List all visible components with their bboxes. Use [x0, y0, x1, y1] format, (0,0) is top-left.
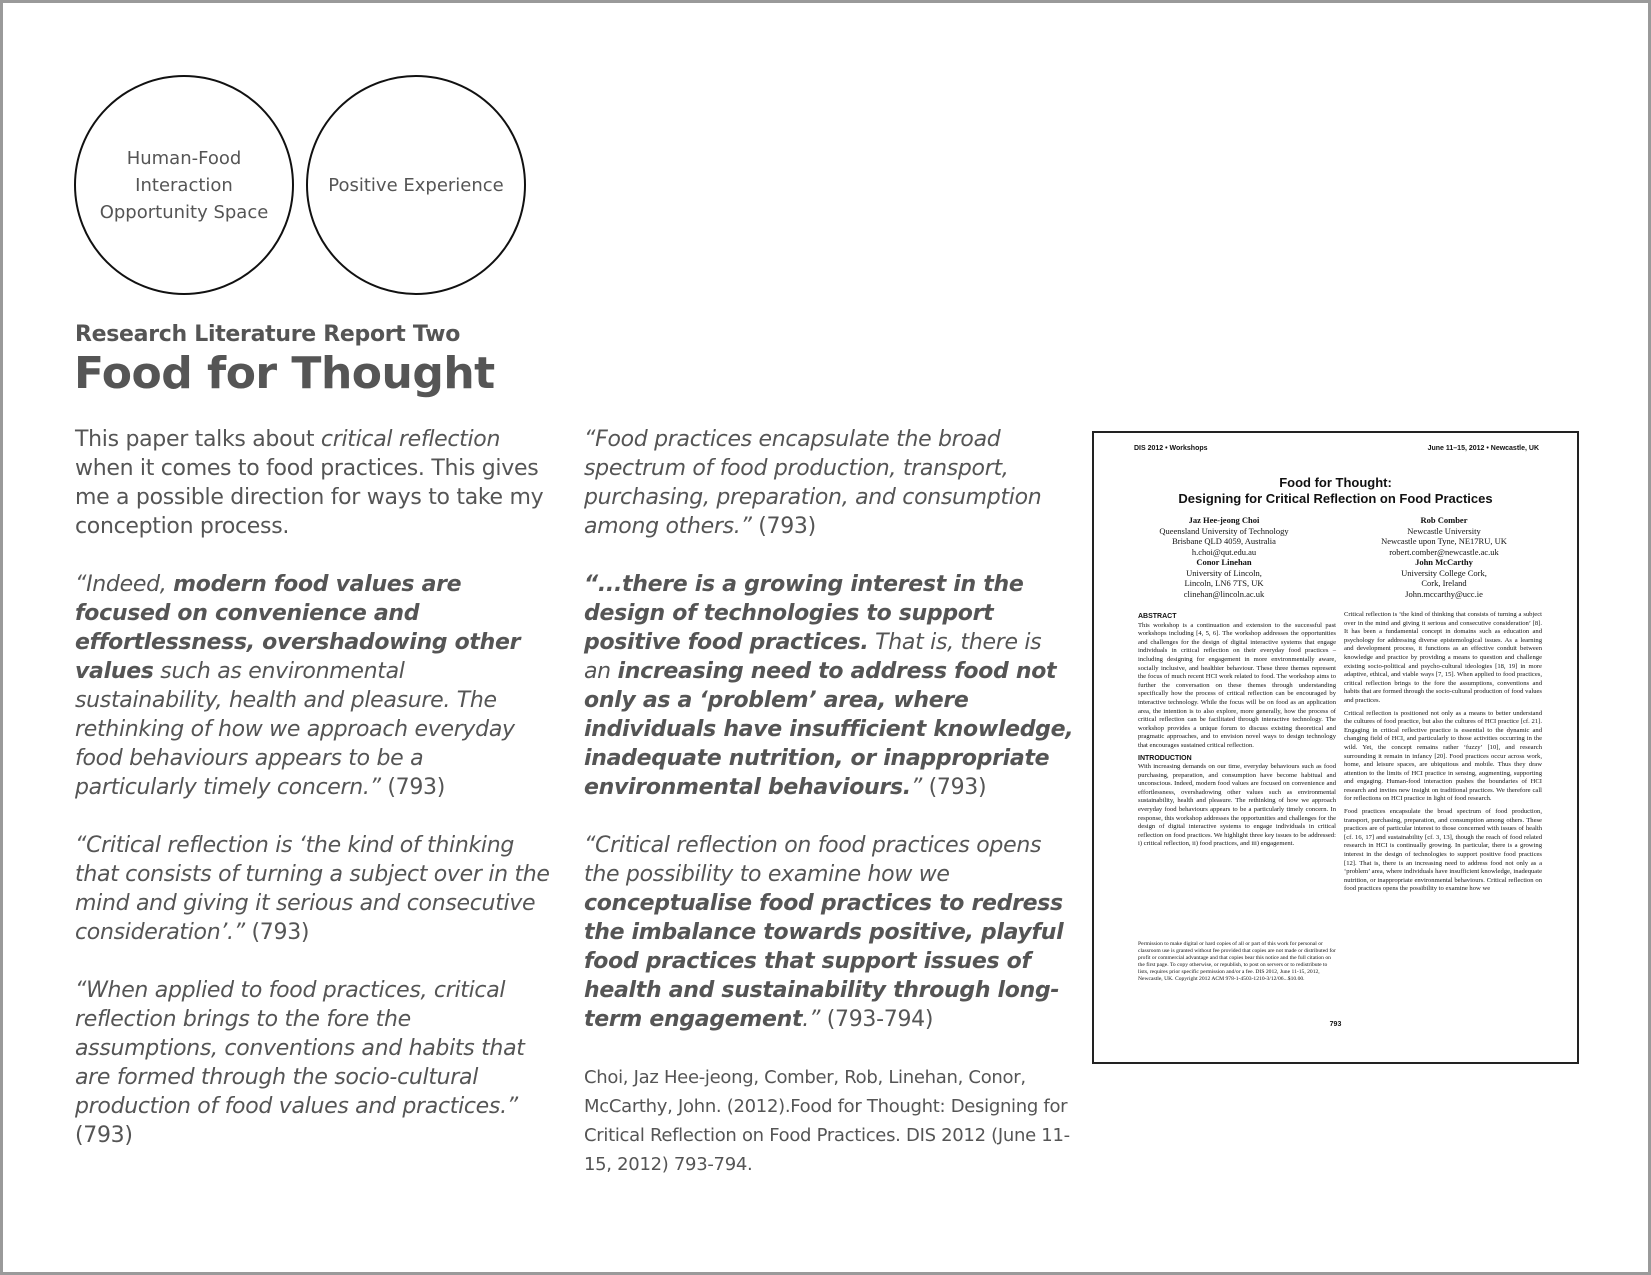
- paper-thumbnail: [1092, 431, 1579, 1064]
- paper-paragraph: Critical reflection is ‘the kind of thinking that consists of turning a subject over in the mind and giving it serious and consecutive consideration’ [8]. It has been a fundamental concept in domains such as education and psychology for addressing diverse epistemological issues. As a learning and development process, it functions as an effective conduit between knowledge and practice by providing a means to question and challenge existing socio-political and psycho-cultural ideologies [18, 19] in more adaptive, ethical, and viable ways [7, 15]. When applied to food practices, critical reflection brings to the fore the assumptions, conventions and habits that are formed through the socio-cultural production of food values and practices.: [1344, 611, 1542, 704]
- author-block-right: Rob Comber Newcastle University Newcastle upon Tyne, NE17RU, UK robert.comber@newcastle.ac.uk John McCarthy University College Cork, Cork, Ireland John.mccarthy@ucc.ie: [1381, 515, 1507, 599]
- paper-title: Food for Thought: Designing for Critical Reflection on Food Practices: [1178, 475, 1493, 506]
- author-block-left: Jaz Hee-jeong Choi Queensland University of Technology Brisbane QLD 4059, Australia h.choi@qut.edu.au Conor Linehan University of Lincoln, Lincoln, LN6 7TS, UK clinehan@lincoln.ac.uk: [1159, 515, 1289, 599]
- citation: Choi, Jaz Hee-jeong, Comber, Rob, Linehan, Conor, McCarthy, John. (2012).Food for Thought: Designing for Critical Reflection on Food Practices. DIS 2012 (June 11-15, 2012) 793-794.: [584, 1067, 1070, 1175]
- paper-header-left: DIS 2012 • Workshops: [1134, 445, 1208, 452]
- circle-human-food-interaction: [74, 75, 294, 295]
- circle-label: Positive Experience: [328, 174, 504, 196]
- abstract-heading: ABSTRACT: [1138, 613, 1177, 620]
- abstract-text: This workshop is a continuation and extension to the successful past workshops including [4, 5, 6]. The workshop addresses the opportunities and challenges for the design of digital interactive systems that engage individuals in critical reflection on their everyday food practices – including designing for engagement in more environmentally aware, socially inclusive, and healthier behaviour. These three themes represent the focus of much recent HCI work related to food. The workshop aims to further the conversation on these themes through understanding specifically how the process of critical reflection can be encouraged by interactive technology. While the focus will be on food as an application area, the intention is to also explore, more generally, how the process of critical reflection can be facilitated through interactive technology. The workshop provides a unique forum to discuss existing theoretical and pragmatic approaches, and to envision novel ways to design technology that encourages sustained critical reflection.: [1138, 621, 1336, 749]
- intro-heading: INTRODUCTION: [1138, 754, 1192, 762]
- circle-label: Human-Food Interaction Opportunity Space: [99, 147, 269, 223]
- paper-paragraph: Food practices encapsulate the broad spectrum of food production, transport, purchasing, preparation, and consumption among others. These practices are of particular interest to those concerned with issues of health [cf. 16, 17] and sustainability [cf. 3, 13], though the reach of food related research in HCI is continually growing. In particular, there is a growing interest in the design of technologies to support positive food practices [12]. That is, there is an increasing need to address food not only as a ‘problem’ area, where individuals have insufficient knowledge, inadequate nutrition, or inappropriate environmental behaviours. Critical reflection on food practices opens the possibility to examine how we: [1344, 808, 1542, 893]
- quote: “Critical reflection on food practices opens the possibility to examine how we conceptualise food practices to redress the imbalance towards positive, playful food practices that support issues of health and sustainability through long-term engagement.” (793-794): [584, 833, 1064, 1032]
- quote: “Food practices encapsulate the broad spectrum of food production, transport, purchasing, preparation, and consumption among others.” (793): [584, 427, 1042, 539]
- intro-paragraph: This paper talks about critical reflection when it comes to food practices. This gives me a possible direction for ways to take my conception process.: [75, 427, 544, 539]
- quote: “...there is a growing interest in the design of technologies to support positive food practices. That is, there is an increasing need to address food not only as a ‘problem’ area, where individuals have insufficient knowledge, inadequate nutrition, or inappropriate environmental behaviours.” (793): [584, 572, 1074, 800]
- paper-header-right: June 11–15, 2012 • Newcastle, UK: [1427, 445, 1539, 452]
- middle-column: [584, 425, 1074, 1208]
- quote: “When applied to food practices, critical reflection brings to the fore the assumptions, conventions and habits that are formed through the socio-cultural production of food values and practices.” (793): [75, 978, 525, 1148]
- paper-page-number: 793: [1329, 1021, 1342, 1028]
- page-title: Food for Thought: [74, 348, 495, 399]
- paper-footnote: Permission to make digital or hard copies of all or part of this work for personal or classroom use is granted without fee provided that copies are not made or distributed for profit or commercial advantage and that copies bear this notice and the full citation on the first page. To copy otherwise, or republish, to post on servers or to redistribute to lists, requires prior specific permission and/or a fee. DIS 2012, June 11-15, 2012, Newcastle, UK. Copyright 2012 ACM 978-1-4503-1210-3/12/06...$10.00.: [1138, 941, 1336, 982]
- paper-column-left: [1138, 611, 1336, 853]
- intro-text: With increasing demands on our time, everyday behaviours such as food purchasing, preparation, and consumption have become habitual and unconscious. Indeed, modern food values are focused on convenience and effortlessness, overshadowing other values such as environmental sustainability, health and pleasure. The rethinking of how we approach everyday food behaviours appears to be a particularly timely concern. In response, this workshop addresses the opportunities and challenges for the design of digital interactive systems to engage individuals in critical reflection on food practices. We highlight three key issues to be addressed: i) critical reflection, ii) food practices, and iii) engagement.: [1138, 763, 1336, 848]
- report-subtitle: Research Literature Report Two: [75, 322, 461, 347]
- circle-positive-experience: [306, 75, 526, 295]
- quote: “Critical reflection is ‘the kind of thinking that consists of turning a subject over in the mind and giving it serious and consecutive consideration’.” (793): [75, 833, 550, 945]
- paper-column-right: [1344, 611, 1542, 898]
- left-column: [75, 425, 550, 1179]
- quote: “Indeed, modern food values are focused on convenience and effortlessness, overshadowing other values such as environmental sustainability, health and pleasure. The rethinking of how we approach everyday food behaviours appears to be a particularly timely concern.” (793): [75, 572, 521, 800]
- paper-authors: [1124, 515, 1544, 599]
- paper-paragraph: Critical reflection is positioned not only as a means to better understand the cultures of food practice, but also the cultures of HCI practice [cf. 21]. Engaging in critical reflective practice is essential to the dynamic and changing field of HCI, and particularly to those activities occurring in the wild. Yet, the concept remains rather ‘fuzzy’ [10], and research surrounding it remain in infancy [20]. Food practices occur across work, home, and leisure spaces, are ubiquitous and mobile. Thus they draw attention to the limits of HCI practice in sensing, augmenting, supporting and engaging. Human-food interaction pushes the boundaries of HCI research and invites new insight on traditional practices. We therefore call for reflections on HCI practice in light of food research.: [1344, 709, 1542, 803]
